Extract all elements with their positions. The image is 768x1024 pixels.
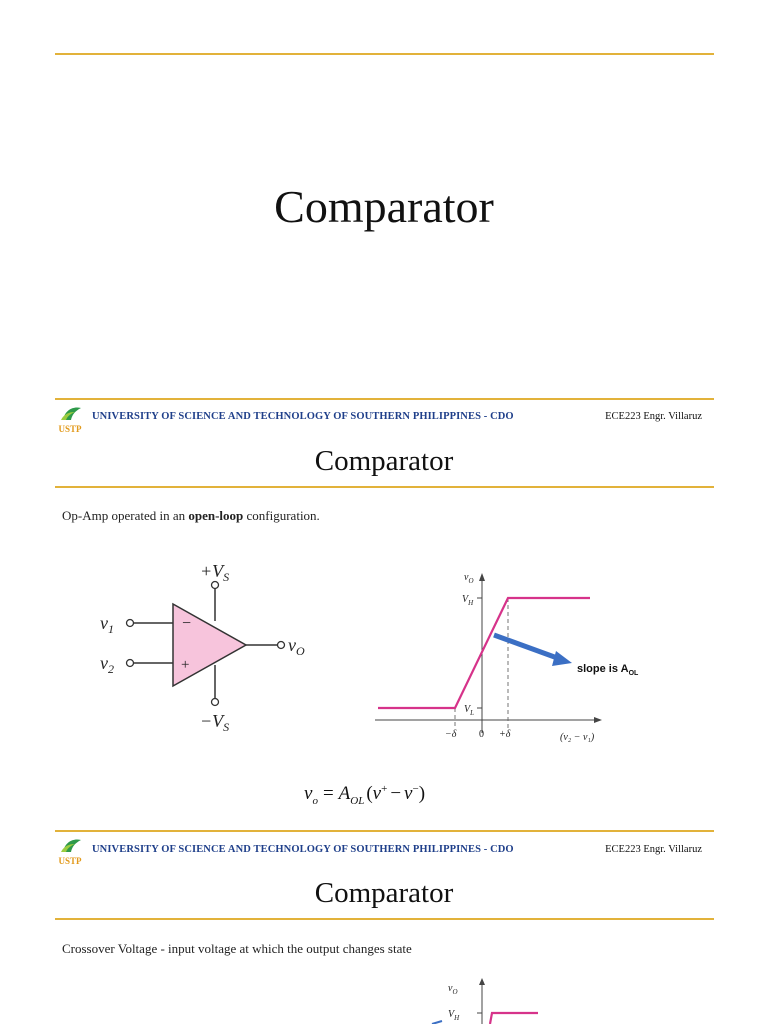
plus-terminal: + <box>181 657 190 673</box>
logo-text: USTP <box>58 424 82 434</box>
supply-neg-label: $-V_S$ <box>200 711 230 734</box>
slide3-top-rule <box>55 830 714 832</box>
transfer-graph <box>370 565 660 750</box>
x-zero: 0 <box>479 729 484 740</box>
x-pos-delta: +δ <box>499 729 511 740</box>
graph-yaxis-label: $v_O$ <box>464 572 474 585</box>
equation-text: $v_o = A_{OL}$ (v+ − v−) <box>304 783 426 807</box>
slide1-title: Comparator <box>274 181 494 232</box>
input1-label: $v_1$ <box>100 613 114 636</box>
slide2-title-rule <box>55 486 714 488</box>
ustp-logo-icon-2 <box>55 834 85 870</box>
logo-text-2: USTP <box>58 856 82 866</box>
vh-label: $V_H$ <box>462 594 474 607</box>
slide2-title: Comparator <box>314 445 454 477</box>
description-bold: open-loop <box>188 508 244 523</box>
course-label-2: ECE223 Engr. Villaruz <box>605 844 702 855</box>
slide3-description: Crossover Voltage - input voltage at which the output changes state <box>62 941 412 956</box>
course-label: ECE223 Engr. Villaruz <box>605 411 702 422</box>
slide3-title-rule <box>55 918 714 920</box>
supply-pos-label: $+V_S$ <box>200 561 230 584</box>
description-pre: Op-Amp operated in an <box>62 508 189 523</box>
gain-equation <box>300 775 460 811</box>
slide2-description <box>62 508 320 524</box>
slope-annotation: slope is $A_{OL}$ <box>577 663 639 677</box>
slide1-top-rule <box>55 53 714 55</box>
minus-terminal: − <box>182 615 192 632</box>
crossover-yaxis-label: $v_O$ <box>448 983 458 996</box>
graph-xaxis-label: (v₂ − v₁) <box>560 732 595 743</box>
output-label: $v_O$ <box>288 635 305 658</box>
university-name: UNIVERSITY OF SCIENCE AND TECHNOLOGY OF SOUTHERN PHILIPPINES - CDO <box>92 411 514 422</box>
crossover-graph <box>370 975 570 1024</box>
vl-label: $V_L$ <box>464 704 475 717</box>
opamp-diagram <box>90 555 320 745</box>
crossover-vh-label: $V_H$ <box>448 1009 460 1022</box>
slide3-title: Comparator <box>314 877 454 909</box>
slope-arrow-icon <box>552 651 572 666</box>
slide2-top-rule <box>55 398 714 400</box>
university-name-2: UNIVERSITY OF SCIENCE AND TECHNOLOGY OF SOUTHERN PHILIPPINES - CDO <box>92 844 514 855</box>
description-post: configuration. <box>243 508 320 523</box>
ustp-logo-icon <box>55 402 85 438</box>
input2-label: $v_2$ <box>100 653 114 676</box>
x-neg-delta: −δ <box>445 729 457 740</box>
